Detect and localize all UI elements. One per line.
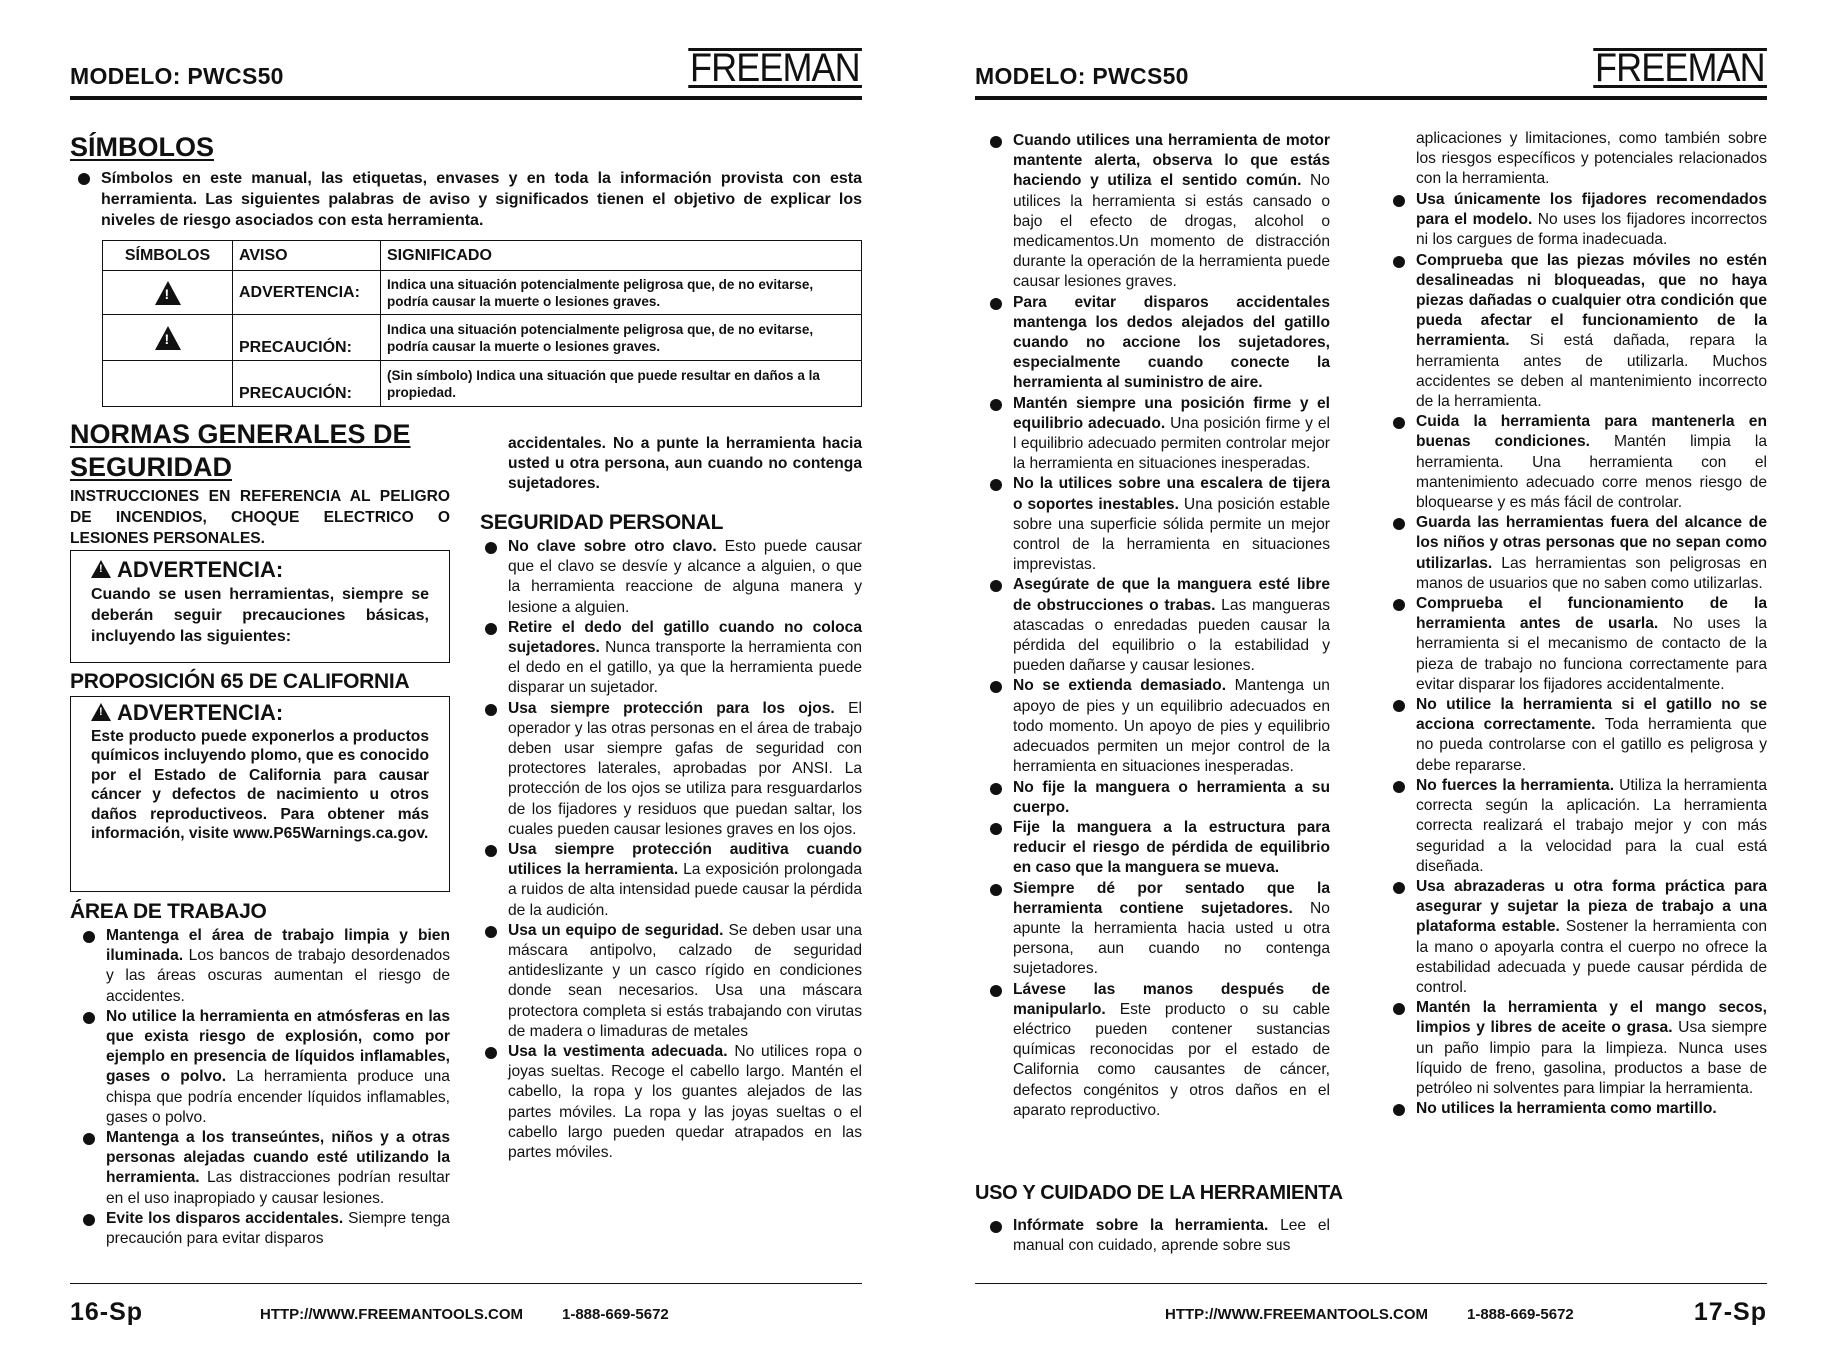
aviso-cell: ADVERTENCIA: [233, 271, 381, 315]
table-row [103, 271, 862, 315]
list-item [987, 676, 1330, 777]
list-item-bold: Usa únicamente los fijadores recomendados para el modelo. [1416, 191, 1767, 229]
list-item-text: Nunca transporte la herramienta con el dedo en el gatillo, ya que la herramienta puede disparar un sujetador. [508, 639, 862, 697]
warning-box [70, 550, 450, 663]
uso-title: USO Y CUIDADO DE LA HERRAMIENTA [975, 1182, 1343, 1204]
symbol-cell [103, 271, 233, 315]
list-item [1390, 190, 1767, 251]
warning-box-title [91, 559, 429, 580]
table-row [103, 361, 862, 407]
aviso-cell: PRECAUCIÓN: [233, 361, 381, 407]
model-label: MODELO: PWCS50 [975, 63, 1189, 89]
list-item-text: Usa siempre un paño limpio para la limpieza. Nunca uses líquido de freno, gasolina, productos a base de petróleo ni solventes para limpiar la herramienta. [1416, 1019, 1768, 1097]
right-page [975, 0, 1767, 1362]
list-item [1390, 594, 1767, 695]
list-item-bold: No fije la manguera o herramienta a su cuerpo. [1013, 778, 1330, 816]
list-item [80, 926, 450, 1007]
list-item [987, 293, 1330, 394]
symbols-table [102, 240, 862, 407]
significado-cell: Indica una situación potencialmente peligrosa que, de no evitarse, podría causar la muerte o lesiones graves. [381, 315, 862, 361]
list-item [482, 618, 862, 699]
normas-title [70, 418, 411, 484]
list-item-text: Las distracciones podrían resultar en el uso inapropiado y causar lesiones. [106, 1169, 450, 1207]
col-header-aviso: AVISO [233, 241, 381, 271]
list-item-bold: Usa un equipo de seguridad. [508, 921, 724, 939]
personal-title: SEGURIDAD PERSONAL [480, 511, 724, 534]
table-row [103, 315, 862, 361]
list-item-bold: No se extienda demasiado. [1013, 677, 1227, 695]
list-item-bold: Infórmate sobre la herramienta. [1013, 1217, 1269, 1234]
list-item [1390, 998, 1767, 1099]
list-item-text: Se deben usar una máscara antipolvo, calzado de seguridad antideslizante y un casco rígido en condiciones donde sean necesarios. Usa una máscara protectora completa si estás trabajando con virutas de madera o limaduras de metales [508, 921, 862, 1040]
right-col2-continuation: aplicaciones y limitaciones, como también sobre los riesgos específicos y potenciales relacionados con la herramienta. [1416, 130, 1767, 188]
list-item [482, 1042, 862, 1163]
symbol-cell [103, 361, 233, 407]
page-header [975, 46, 1767, 100]
area-list [80, 926, 450, 1249]
website-url: HTTP://WWW.FREEMANTOOLS.COM [1165, 1306, 1429, 1323]
list-item-bold: Cuando utilices una herramienta de motor mantente alerta, observa lo que estás haciendo y utiliza el sentido común. [1013, 132, 1330, 190]
list-item-bold: Evite los disparos accidentales. [106, 1209, 344, 1227]
list-item-bold: Mantenga el área de trabajo limpia y bien iluminada. [106, 927, 450, 965]
list-item-bold: Retire el dedo del gatillo cuando no coloca sujetadores. [508, 618, 862, 657]
page-footer [975, 1283, 1767, 1333]
list-item-bold: Usa la vestimenta adecuada. [508, 1043, 728, 1061]
symbol-cell [103, 315, 233, 361]
list-item [80, 1128, 450, 1209]
warning-triangle-icon [155, 326, 181, 350]
list-item-bold: No utilice la herramienta en atmósferas en las que exista riesgo de explosión, como por ejemplo en presencia de líquidos inflamables, gases o polvo. [106, 1007, 450, 1086]
col2-continuation: accidentales. No a punte la herramienta hacia usted u otra persona, aun cuando no contenga sujetadores. [508, 435, 862, 493]
prop65-warning-box [70, 696, 450, 892]
warning-box-text: Cuando se usen herramientas, siempre se deberán seguir precauciones básicas, incluyendo las siguientes: [91, 586, 429, 645]
list-item [1390, 877, 1767, 998]
list-item-text: El operador y las otras personas en el área de trabajo deben usar siempre gafas de seguridad con protectores laterales, aprobadas por ANSI. La protección de los ojos se utiliza para resguardarlos de los fijadores y residuos que puedan saltar, los cuales pueden causar lesiones graves en los ojos. [508, 699, 862, 838]
symbols-intro-text: Símbolos en este manual, las etiquetas, envases y en toda la información provista con esta herramienta. Las siguientes palabras de aviso y significados tienen el objetivo de explicar los niveles de riesgo asociados con esta herramienta. [101, 170, 862, 229]
freeman-logo: FREEMAN [1595, 46, 1766, 90]
list-item [1390, 776, 1767, 877]
list-item [80, 1209, 450, 1249]
list-item [987, 879, 1330, 980]
normas-title-line1: NORMAS GENERALES DE [70, 419, 411, 449]
list-item [75, 168, 862, 231]
phone-number: 1-888-669-5672 [1467, 1306, 1574, 1323]
col-header-significado: SIGNIFICADO [381, 241, 862, 271]
warning-title-text: ADVERTENCIA: [117, 700, 284, 725]
list-item-text: La exposición prolongada a ruidos de alta intensidad puede causar la pérdida de la audición. [508, 861, 863, 919]
list-item-text: No uses los fijadores incorrectos ni los cargues de forma inadecuada. [1416, 211, 1767, 249]
list-item [482, 537, 862, 618]
list-item-bold: Fije la manguera a la estructura para reducir el riesgo de pérdida de equilibrio en caso que la manguera se mueva. [1013, 818, 1330, 877]
list-item-bold: Para evitar disparos accidentales mantenga los dedos alejados del gatillo cuando no accione los sujetadores, especialmente cuando conecte la herramienta al suministro de aire. [1013, 293, 1330, 392]
list-item-bold: No la utilices sobre una escalera de tijera o soportes inestables. [1013, 475, 1330, 513]
list-item-bold: Mantén siempre una posición firme y el equilibrio adecuado. [1013, 394, 1330, 432]
list-item-text: Utiliza la herramienta correcta según la aplicación. La herramienta correcta realizará el trabajo mejor y con más seguridad a la velocidad para la cual está diseñada. [1416, 776, 1767, 875]
list-item-text: Siempre tenga precaución para evitar disparos [106, 1209, 450, 1248]
warning-box-title [91, 702, 429, 723]
symbols-intro [75, 168, 862, 231]
list-item-bold: No clave sobre otro clavo. [508, 538, 717, 555]
list-item-bold: No utilices la herramienta como martillo. [1416, 1100, 1717, 1118]
list-item-bold: Usa siempre protección auditiva cuando utilices la herramienta. [508, 841, 862, 879]
list-item-bold: Comprueba que las piezas móviles no estén desalineadas ni bloqueadas, que no haya piezas dañadas o cualquier otra condición que pueda afectar el funcionamiento de la herramienta. [1416, 251, 1767, 350]
model-label: MODELO: PWCS50 [70, 63, 284, 89]
phone-number: 1-888-669-5672 [562, 1306, 669, 1323]
right-col2-list [1390, 190, 1767, 1119]
list-item [1390, 251, 1767, 413]
list-item [482, 921, 862, 1042]
page-footer [70, 1283, 862, 1333]
list-item-bold: No utilice la herramienta si el gatillo no se acciona correctamente. [1416, 696, 1767, 734]
prop65-title: PROPOSICIÓN 65 DE CALIFORNIA [70, 670, 410, 693]
list-item [987, 778, 1330, 818]
left-page [70, 0, 862, 1362]
website-url: HTTP://WWW.FREEMANTOOLS.COM [260, 1306, 524, 1323]
list-item-bold: Usa siempre protección para los ojos. [508, 699, 835, 717]
list-item [80, 1007, 450, 1128]
list-item-text: Mantén limpia la herramienta. Una herramienta con el mantenimiento adecuado corre menos riesgo de bloquearse y es más fácil de controlar. [1416, 433, 1767, 512]
personal-list [482, 537, 862, 1163]
warning-box-text: Este producto puede exponerlos a productos químicos incluyendo plomo, que es conocido por el Estado de California para causar cáncer y defectos de nacimiento u otros daños reproductiveos. Para obtener más información, visite www.P65Warnings.ca.gov. [91, 728, 429, 843]
list-item-bold: Asegúrate de que la manguera esté libre de obstrucciones o trabas. [1013, 576, 1330, 614]
list-item-text: Lee el manual con cuidado, aprende sobre sus [1013, 1217, 1330, 1255]
list-item-bold: Lávese las manos después de manipularlo. [1013, 980, 1330, 1018]
list-item [1390, 695, 1767, 776]
list-item-text: Si está dañada, repara la herramienta antes de utilizarla. Muchos accidentes se deben al mantenimiento incorrecto de la herramienta. [1416, 332, 1767, 411]
list-item-text: Una posición estable sobre una superficie sólida permite un mejor control de la herramienta en situaciones imprevistas. [1013, 495, 1330, 574]
list-item [987, 1216, 1330, 1256]
list-item-bold: Comprueba el funcionamiento de la herramienta antes de usarla. [1416, 595, 1767, 633]
page-number: 17-Sp [1693, 1298, 1767, 1326]
list-item-bold: Usa abrazaderas u otra forma práctica para asegurar y sujetar la pieza de trabajo a una plataforma estable. [1416, 877, 1767, 936]
list-item [1390, 1099, 1767, 1119]
list-item-bold: Mantén la herramienta y el mango secos, limpios y libres de aceite o grasa. [1416, 999, 1767, 1037]
list-item-bold: Siempre dé por sentado que la herramienta contiene sujetadores. [1013, 879, 1330, 917]
list-item-text: Esto puede causar que el clavo se desvíe y alcance a alguien, o que la herramienta reaccione de alguna manera y lesione a alguien. [508, 538, 862, 616]
col-header-symbols: SÍMBOLOS [103, 241, 233, 271]
right-col1-list [987, 131, 1330, 1121]
list-item [987, 474, 1330, 575]
list-item-bold: Guarda las herramientas fuera del alcance de los niños y otras personas que no sepan como utilizarlas. [1416, 514, 1767, 572]
normas-title-line2: SEGURIDAD [70, 452, 233, 482]
list-item [987, 131, 1330, 293]
area-title: ÁREA DE TRABAJO [70, 900, 267, 923]
freeman-logo: FREEMAN [690, 46, 861, 90]
list-item-bold: Cuida la herramienta para mantenerla en buenas condiciones. [1416, 413, 1767, 451]
significado-cell: (Sin símbolo) Indica una situación que puede resultar en daños a la propiedad. [381, 361, 862, 407]
list-item [987, 980, 1330, 1121]
list-item-text: Mantenga un apoyo de pies y un equilibrio adecuados en todo momento. Un apoyo de pies y equilibrio adecuados permiten un mejor control de la herramienta en situaciones inesperadas. [1013, 677, 1330, 776]
normas-subtitle: INSTRUCCIONES EN REFERENCIA AL PELIGRO DE INCENDIOS, CHOQUE ELECTRICO O LESIONES PERSONALES. [70, 488, 450, 547]
warning-triangle-icon [91, 560, 111, 578]
significado-cell: Indica una situación potencialmente peligrosa que, de no evitarse, podría causar la muerte o lesiones graves. [381, 271, 862, 315]
list-item-text: Toda herramienta que no pueda controlarse con el gatillo es peligrosa y debe repararse. [1416, 716, 1767, 774]
uso-list [987, 1216, 1330, 1256]
list-item [987, 575, 1330, 676]
list-item-text: No apunte la herramienta hacia usted u otra persona, aun cuando no contenga sujetadores. [1013, 899, 1330, 978]
list-item-text: No uses la herramienta si el mecanismo de contacto de la pieza de trabajo no funciona correctamente para evitar disparar los fijadores accidentalmente. [1416, 615, 1767, 693]
list-item-text: Las herramientas son peligrosas en manos de usuarios que no saben como utilizarlas. [1416, 554, 1767, 592]
list-item-text: Los bancos de trabajo desordenados y las áreas oscuras aumentan el riesgo de accidentes. [106, 947, 450, 1005]
list-item-text: Las mangueras atascadas o enredadas pueden causar la pérdida del equilibrio o la estabilidad y pueden dañarse y causar lesiones. [1013, 596, 1330, 675]
table-header-row [103, 241, 862, 271]
list-item-bold: Mantenga a los transeúntes, niños y a otras personas alejadas cuando esté utilizando la herramienta. [106, 1129, 450, 1187]
list-item [482, 699, 862, 840]
symbols-title: SÍMBOLOS [70, 132, 215, 162]
list-item-text: Sostener la herramienta con la mano o apoyarla contra el cuerpo no ofrece la estabilidad adecuada y puede causar pérdida de control. [1416, 918, 1767, 996]
list-item-text: La herramienta produce una chispa que podría encender líquidos inflamables, gases o polvo. [106, 1068, 450, 1126]
list-item [482, 840, 862, 921]
list-item [1390, 513, 1767, 594]
list-item-text: No utilices ropa o joyas sueltas. Recoge el cabello largo. Mantén el cabello, la ropa y los guantes alejados de las partes móviles. La ropa y las joyas sueltas o el cabello largo pueden quedar atrapados en las partes móviles. [508, 1043, 863, 1162]
list-item [987, 818, 1330, 879]
page-header [70, 46, 862, 100]
list-item-text: No utilices la herramienta si estás cansado o bajo el efecto de drogas, alcohol o medicamentos.Un momento de distracción durante la operación de la herramienta puede causar lesiones graves. [1013, 172, 1330, 291]
warning-triangle-icon [155, 281, 181, 305]
list-item [987, 394, 1330, 475]
warning-title-text: ADVERTENCIA: [117, 557, 284, 582]
page-number: 16-Sp [70, 1298, 144, 1326]
list-item [1390, 412, 1767, 513]
aviso-cell: PRECAUCIÓN: [233, 315, 381, 361]
warning-triangle-icon [91, 703, 111, 721]
list-item-bold: No fuerces la herramienta. [1416, 776, 1615, 794]
list-item-text: Una posición firme y el l equilibrio adecuado permiten controlar mejor la herramienta en situaciones inesperadas. [1013, 414, 1330, 473]
list-item-text: Este producto o su cable eléctrico pueden contener sustancias químicas reconocidas por el estado de California como causantes de cáncer, defectos congénitos y otros daños en el aparato reproductivo. [1013, 1000, 1330, 1119]
